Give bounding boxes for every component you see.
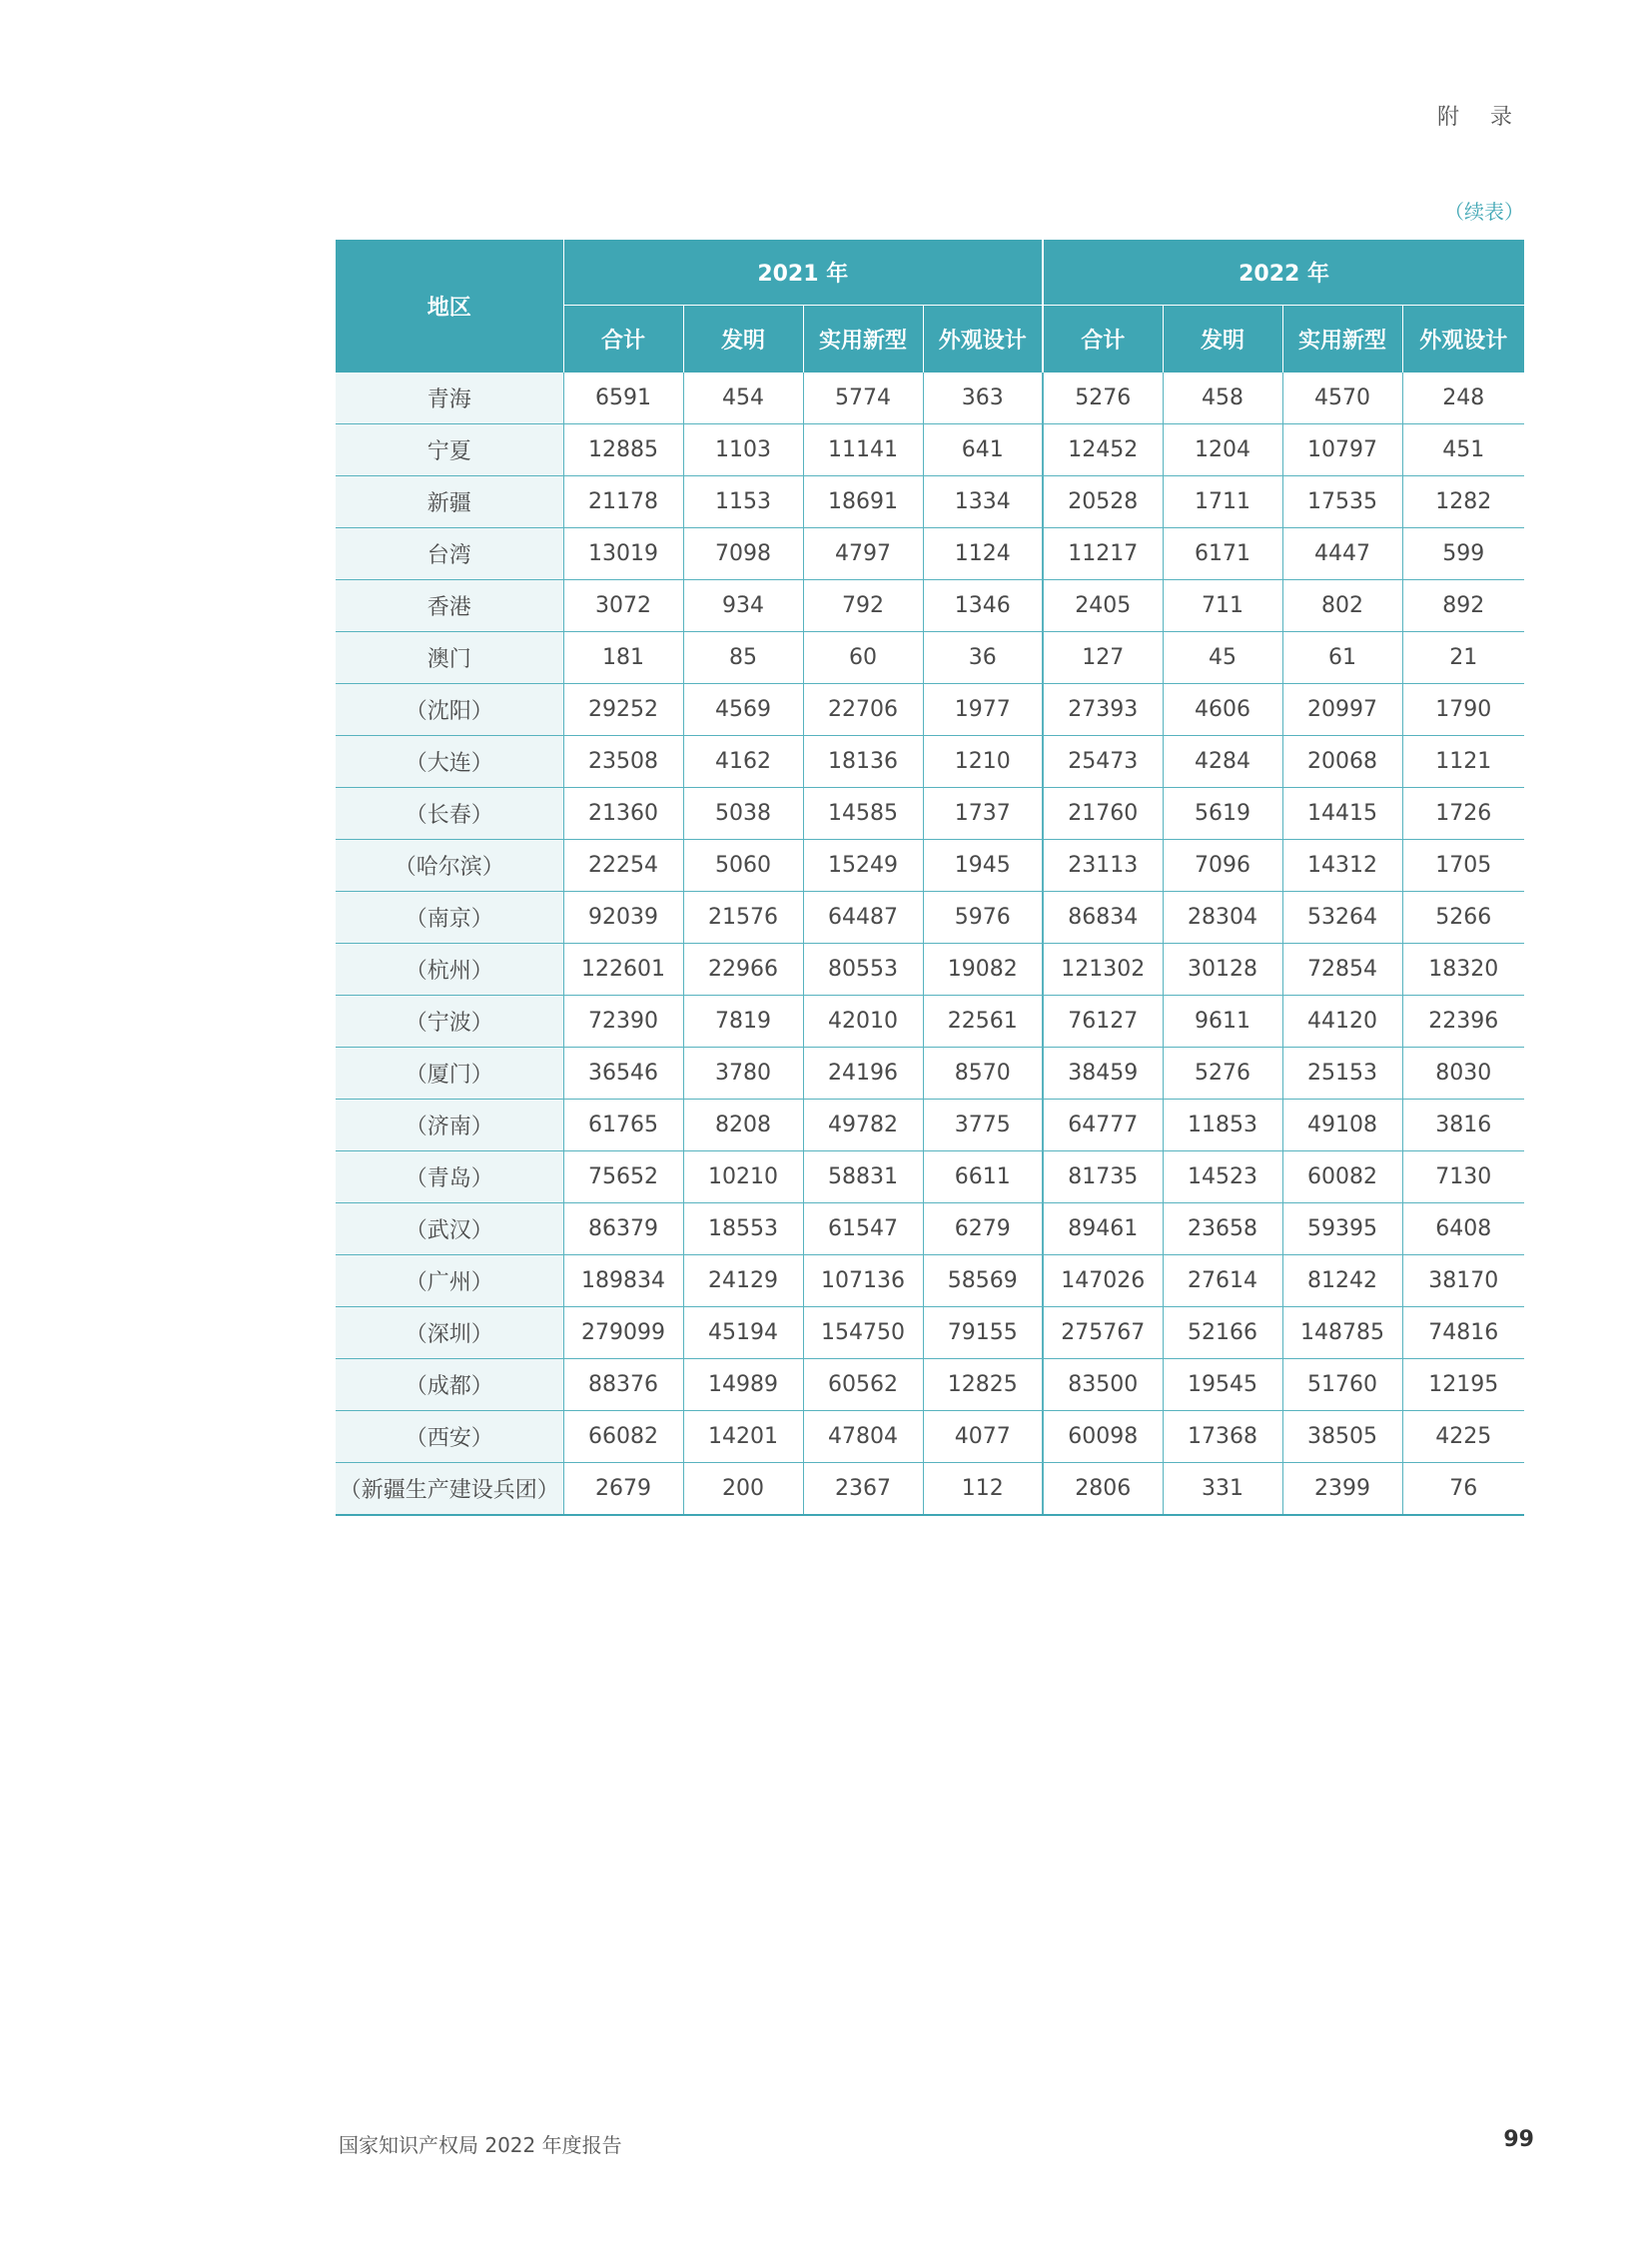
value-cell: 14585	[803, 788, 923, 840]
value-cell: 6171	[1163, 528, 1282, 580]
value-cell: 7096	[1163, 840, 1282, 892]
region-cell: 澳门	[336, 632, 563, 684]
value-cell: 61	[1282, 632, 1402, 684]
region-cell: （大连）	[336, 736, 563, 788]
value-cell: 7098	[683, 528, 803, 580]
value-cell: 14989	[683, 1359, 803, 1411]
continued-label: （续表）	[1444, 200, 1524, 224]
value-cell: 1282	[1402, 476, 1524, 528]
value-cell: 1121	[1402, 736, 1524, 788]
table-row	[336, 476, 1524, 528]
value-cell: 331	[1163, 1463, 1282, 1516]
table-row	[336, 373, 1524, 424]
value-cell: 112	[923, 1463, 1043, 1516]
footer-publication: 国家知识产权局 2022 年度报告	[339, 2133, 622, 2157]
year-header-2022: 2022 年	[1043, 240, 1524, 306]
value-cell: 60082	[1282, 1151, 1402, 1203]
value-cell: 8208	[683, 1100, 803, 1151]
value-cell: 51760	[1282, 1359, 1402, 1411]
table-row	[336, 1255, 1524, 1307]
value-cell: 38170	[1402, 1255, 1524, 1307]
value-cell: 4162	[683, 736, 803, 788]
value-cell: 3072	[563, 580, 683, 632]
value-cell: 189834	[563, 1255, 683, 1307]
value-cell: 23658	[1163, 1203, 1282, 1255]
value-cell: 1334	[923, 476, 1043, 528]
value-cell: 3816	[1402, 1100, 1524, 1151]
region-cell: （宁波）	[336, 996, 563, 1048]
value-cell: 15249	[803, 840, 923, 892]
sub-header-total-2021: 合计	[563, 306, 683, 374]
value-cell: 1726	[1402, 788, 1524, 840]
value-cell: 25153	[1282, 1048, 1402, 1100]
value-cell: 60098	[1043, 1411, 1163, 1463]
value-cell: 792	[803, 580, 923, 632]
value-cell: 3780	[683, 1048, 803, 1100]
table-row	[336, 1463, 1524, 1516]
value-cell: 44120	[1282, 996, 1402, 1048]
value-cell: 86379	[563, 1203, 683, 1255]
table-row	[336, 684, 1524, 736]
value-cell: 641	[923, 424, 1043, 476]
table-row	[336, 424, 1524, 476]
value-cell: 19545	[1163, 1359, 1282, 1411]
value-cell: 58569	[923, 1255, 1043, 1307]
value-cell: 4284	[1163, 736, 1282, 788]
value-cell: 451	[1402, 424, 1524, 476]
value-cell: 1737	[923, 788, 1043, 840]
value-cell: 6408	[1402, 1203, 1524, 1255]
value-cell: 2405	[1043, 580, 1163, 632]
value-cell: 72390	[563, 996, 683, 1048]
sub-header-design-2021: 外观设计	[923, 306, 1043, 374]
table-row	[336, 944, 1524, 996]
value-cell: 80553	[803, 944, 923, 996]
value-cell: 7819	[683, 996, 803, 1048]
value-cell: 279099	[563, 1307, 683, 1359]
value-cell: 22706	[803, 684, 923, 736]
value-cell: 38505	[1282, 1411, 1402, 1463]
value-cell: 61547	[803, 1203, 923, 1255]
value-cell: 20528	[1043, 476, 1163, 528]
value-cell: 5774	[803, 373, 923, 424]
value-cell: 60562	[803, 1359, 923, 1411]
value-cell: 5276	[1163, 1048, 1282, 1100]
section-title: 附 录	[1437, 105, 1524, 130]
value-cell: 76	[1402, 1463, 1524, 1516]
value-cell: 363	[923, 373, 1043, 424]
value-cell: 275767	[1043, 1307, 1163, 1359]
value-cell: 2679	[563, 1463, 683, 1516]
value-cell: 76127	[1043, 996, 1163, 1048]
region-cell: 台湾	[336, 528, 563, 580]
value-cell: 81735	[1043, 1151, 1163, 1203]
value-cell: 1977	[923, 684, 1043, 736]
table-body	[336, 373, 1524, 1515]
value-cell: 12885	[563, 424, 683, 476]
value-cell: 7130	[1402, 1151, 1524, 1203]
value-cell: 52166	[1163, 1307, 1282, 1359]
region-cell: （杭州）	[336, 944, 563, 996]
value-cell: 18553	[683, 1203, 803, 1255]
value-cell: 5976	[923, 892, 1043, 944]
value-cell: 22396	[1402, 996, 1524, 1048]
value-cell: 21	[1402, 632, 1524, 684]
region-cell: （南京）	[336, 892, 563, 944]
value-cell: 454	[683, 373, 803, 424]
value-cell: 1153	[683, 476, 803, 528]
table-row	[336, 1100, 1524, 1151]
value-cell: 88376	[563, 1359, 683, 1411]
value-cell: 30128	[1163, 944, 1282, 996]
value-cell: 934	[683, 580, 803, 632]
region-cell: （西安）	[336, 1411, 563, 1463]
value-cell: 22561	[923, 996, 1043, 1048]
value-cell: 36546	[563, 1048, 683, 1100]
table-row	[336, 1203, 1524, 1255]
table-row	[336, 1048, 1524, 1100]
value-cell: 1790	[1402, 684, 1524, 736]
value-cell: 92039	[563, 892, 683, 944]
value-cell: 4606	[1163, 684, 1282, 736]
value-cell: 28304	[1163, 892, 1282, 944]
value-cell: 458	[1163, 373, 1282, 424]
value-cell: 1124	[923, 528, 1043, 580]
patent-table	[336, 240, 1524, 1516]
value-cell: 79155	[923, 1307, 1043, 1359]
value-cell: 75652	[563, 1151, 683, 1203]
value-cell: 18136	[803, 736, 923, 788]
value-cell: 2367	[803, 1463, 923, 1516]
value-cell: 89461	[1043, 1203, 1163, 1255]
value-cell: 248	[1402, 373, 1524, 424]
region-column-header: 地区	[336, 240, 563, 373]
value-cell: 23113	[1043, 840, 1163, 892]
value-cell: 21178	[563, 476, 683, 528]
table-row	[336, 1411, 1524, 1463]
sub-header-invention-2021: 发明	[683, 306, 803, 374]
value-cell: 17535	[1282, 476, 1402, 528]
value-cell: 21576	[683, 892, 803, 944]
value-cell: 60	[803, 632, 923, 684]
region-cell: （长春）	[336, 788, 563, 840]
value-cell: 4570	[1282, 373, 1402, 424]
value-cell: 5038	[683, 788, 803, 840]
sub-header-utility-2022: 实用新型	[1282, 306, 1402, 374]
value-cell: 86834	[1043, 892, 1163, 944]
value-cell: 1210	[923, 736, 1043, 788]
region-cell: （青岛）	[336, 1151, 563, 1203]
value-cell: 6279	[923, 1203, 1043, 1255]
value-cell: 25473	[1043, 736, 1163, 788]
value-cell: 12195	[1402, 1359, 1524, 1411]
value-cell: 2806	[1043, 1463, 1163, 1516]
table-row	[336, 1359, 1524, 1411]
table-row	[336, 736, 1524, 788]
value-cell: 12825	[923, 1359, 1043, 1411]
value-cell: 11141	[803, 424, 923, 476]
value-cell: 66082	[563, 1411, 683, 1463]
value-cell: 5619	[1163, 788, 1282, 840]
sub-header-utility-2021: 实用新型	[803, 306, 923, 374]
value-cell: 29252	[563, 684, 683, 736]
value-cell: 11217	[1043, 528, 1163, 580]
value-cell: 154750	[803, 1307, 923, 1359]
value-cell: 1204	[1163, 424, 1282, 476]
value-cell: 599	[1402, 528, 1524, 580]
value-cell: 6591	[563, 373, 683, 424]
value-cell: 27614	[1163, 1255, 1282, 1307]
value-cell: 5266	[1402, 892, 1524, 944]
value-cell: 13019	[563, 528, 683, 580]
region-cell: 香港	[336, 580, 563, 632]
sub-header-design-2022: 外观设计	[1402, 306, 1524, 374]
value-cell: 36	[923, 632, 1043, 684]
value-cell: 4447	[1282, 528, 1402, 580]
value-cell: 4225	[1402, 1411, 1524, 1463]
value-cell: 22254	[563, 840, 683, 892]
value-cell: 892	[1402, 580, 1524, 632]
value-cell: 5276	[1043, 373, 1163, 424]
value-cell: 64777	[1043, 1100, 1163, 1151]
value-cell: 53264	[1282, 892, 1402, 944]
value-cell: 45194	[683, 1307, 803, 1359]
region-cell: （广州）	[336, 1255, 563, 1307]
region-cell: （哈尔滨）	[336, 840, 563, 892]
value-cell: 85	[683, 632, 803, 684]
value-cell: 49782	[803, 1100, 923, 1151]
value-cell: 121302	[1043, 944, 1163, 996]
region-cell: 新疆	[336, 476, 563, 528]
value-cell: 10797	[1282, 424, 1402, 476]
value-cell: 5060	[683, 840, 803, 892]
value-cell: 3775	[923, 1100, 1043, 1151]
value-cell: 18691	[803, 476, 923, 528]
value-cell: 72854	[1282, 944, 1402, 996]
value-cell: 802	[1282, 580, 1402, 632]
value-cell: 8030	[1402, 1048, 1524, 1100]
value-cell: 18320	[1402, 944, 1524, 996]
value-cell: 74816	[1402, 1307, 1524, 1359]
region-cell: （武汉）	[336, 1203, 563, 1255]
value-cell: 1705	[1402, 840, 1524, 892]
value-cell: 148785	[1282, 1307, 1402, 1359]
region-cell: （沈阳）	[336, 684, 563, 736]
value-cell: 23508	[563, 736, 683, 788]
page-number: 99	[1503, 2127, 1534, 2152]
value-cell: 22966	[683, 944, 803, 996]
value-cell: 4077	[923, 1411, 1043, 1463]
table-row	[336, 1151, 1524, 1203]
value-cell: 1103	[683, 424, 803, 476]
value-cell: 14523	[1163, 1151, 1282, 1203]
value-cell: 20997	[1282, 684, 1402, 736]
value-cell: 21760	[1043, 788, 1163, 840]
table-row	[336, 996, 1524, 1048]
value-cell: 81242	[1282, 1255, 1402, 1307]
value-cell: 4797	[803, 528, 923, 580]
value-cell: 4569	[683, 684, 803, 736]
value-cell: 1711	[1163, 476, 1282, 528]
value-cell: 9611	[1163, 996, 1282, 1048]
value-cell: 49108	[1282, 1100, 1402, 1151]
value-cell: 2399	[1282, 1463, 1402, 1516]
table-row	[336, 892, 1524, 944]
year-header-2021: 2021 年	[563, 240, 1043, 306]
value-cell: 21360	[563, 788, 683, 840]
value-cell: 47804	[803, 1411, 923, 1463]
region-cell: （新疆生产建设兵团）	[336, 1463, 563, 1516]
value-cell: 10210	[683, 1151, 803, 1203]
value-cell: 8570	[923, 1048, 1043, 1100]
data-table	[336, 240, 1524, 1516]
value-cell: 14312	[1282, 840, 1402, 892]
region-cell: （厦门）	[336, 1048, 563, 1100]
value-cell: 24196	[803, 1048, 923, 1100]
region-cell: （济南）	[336, 1100, 563, 1151]
value-cell: 127	[1043, 632, 1163, 684]
value-cell: 12452	[1043, 424, 1163, 476]
value-cell: 64487	[803, 892, 923, 944]
value-cell: 14201	[683, 1411, 803, 1463]
value-cell: 38459	[1043, 1048, 1163, 1100]
value-cell: 200	[683, 1463, 803, 1516]
value-cell: 122601	[563, 944, 683, 996]
value-cell: 58831	[803, 1151, 923, 1203]
table-row	[336, 632, 1524, 684]
value-cell: 1945	[923, 840, 1043, 892]
table-row	[336, 1307, 1524, 1359]
value-cell: 42010	[803, 996, 923, 1048]
value-cell: 20068	[1282, 736, 1402, 788]
region-cell: 宁夏	[336, 424, 563, 476]
value-cell: 19082	[923, 944, 1043, 996]
value-cell: 711	[1163, 580, 1282, 632]
region-cell: （成都）	[336, 1359, 563, 1411]
value-cell: 14415	[1282, 788, 1402, 840]
value-cell: 107136	[803, 1255, 923, 1307]
value-cell: 83500	[1043, 1359, 1163, 1411]
value-cell: 59395	[1282, 1203, 1402, 1255]
value-cell: 24129	[683, 1255, 803, 1307]
value-cell: 17368	[1163, 1411, 1282, 1463]
region-cell: 青海	[336, 373, 563, 424]
region-cell: （深圳）	[336, 1307, 563, 1359]
value-cell: 11853	[1163, 1100, 1282, 1151]
table-row	[336, 788, 1524, 840]
table-row	[336, 528, 1524, 580]
table-row	[336, 840, 1524, 892]
value-cell: 1346	[923, 580, 1043, 632]
sub-header-total-2022: 合计	[1043, 306, 1163, 374]
value-cell: 61765	[563, 1100, 683, 1151]
table-row	[336, 580, 1524, 632]
value-cell: 181	[563, 632, 683, 684]
value-cell: 147026	[1043, 1255, 1163, 1307]
value-cell: 6611	[923, 1151, 1043, 1203]
value-cell: 27393	[1043, 684, 1163, 736]
value-cell: 45	[1163, 632, 1282, 684]
sub-header-invention-2022: 发明	[1163, 306, 1282, 374]
